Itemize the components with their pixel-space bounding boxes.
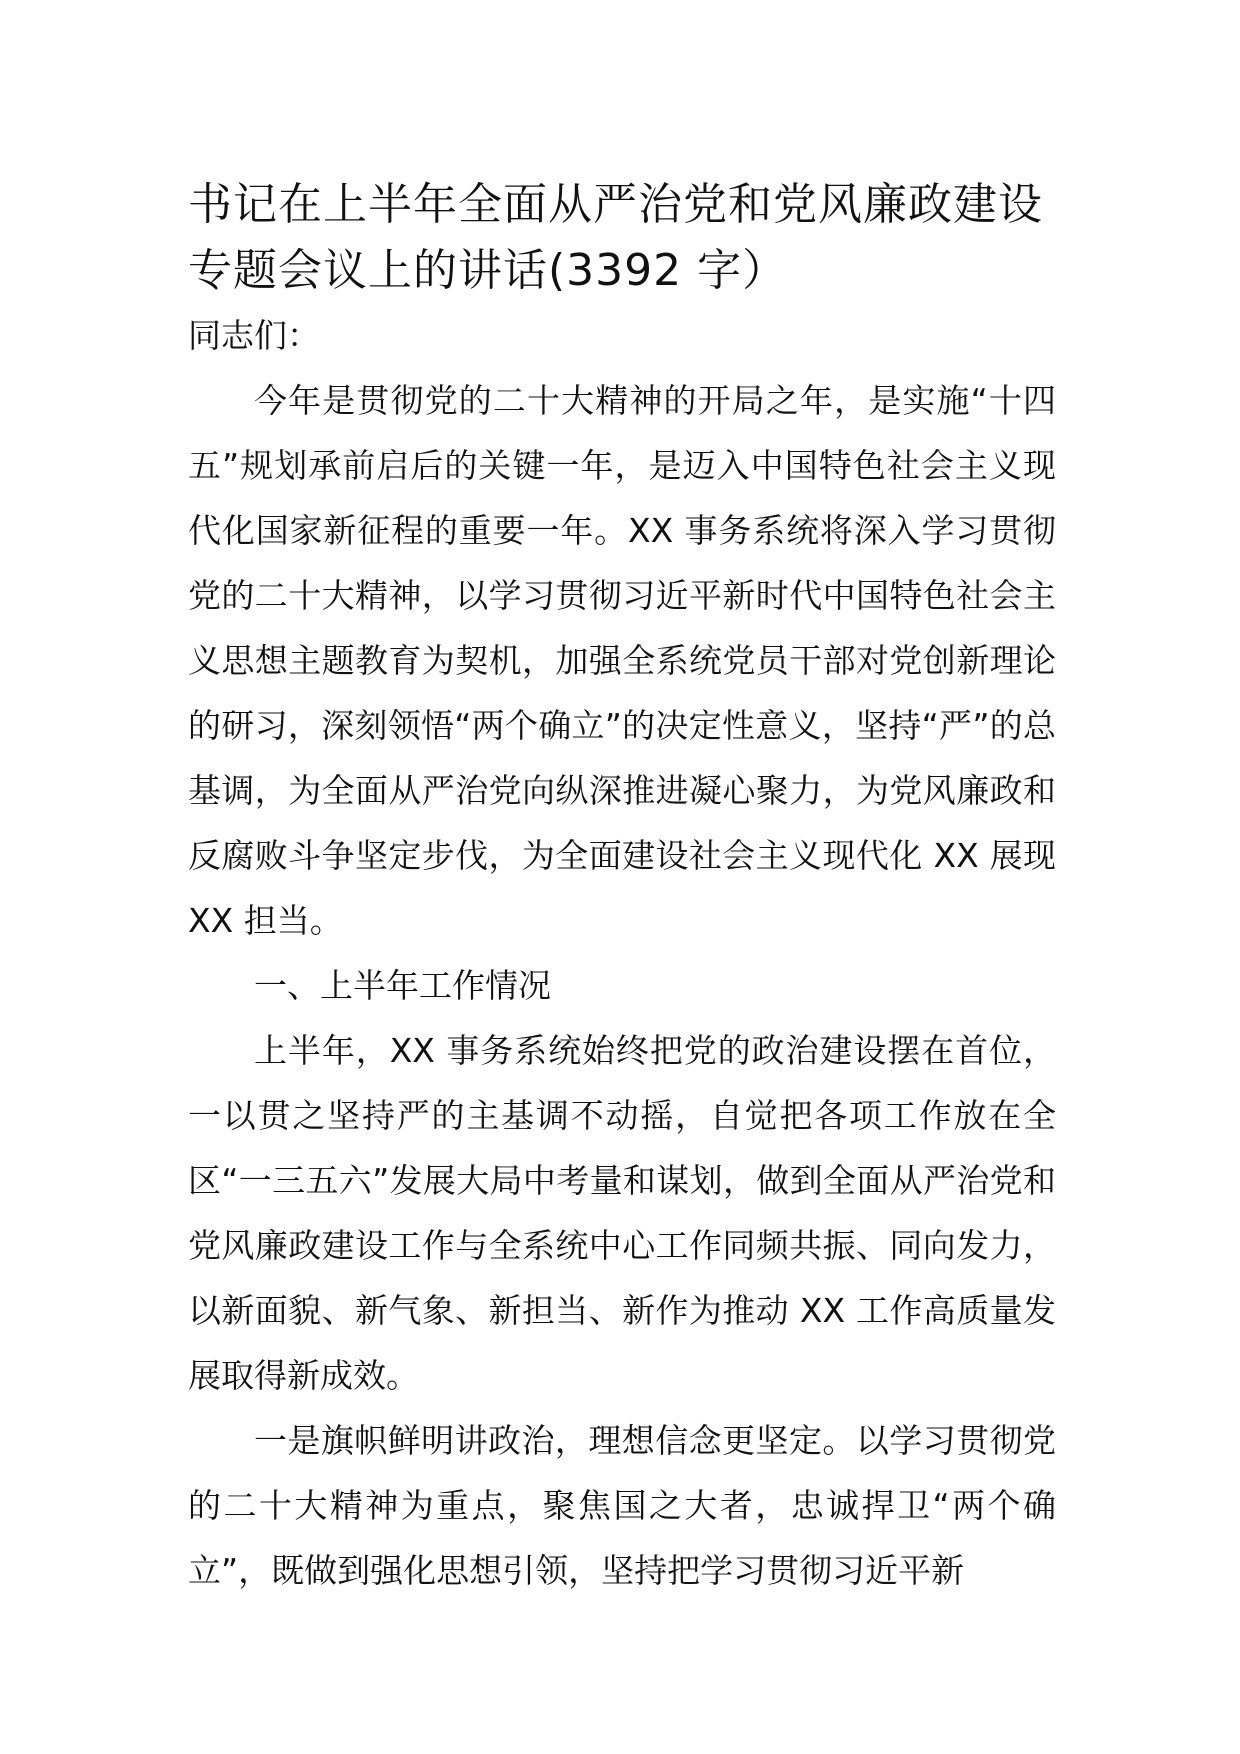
section-paragraph-1: 上半年，XX 事务系统始终把党的政治建设摆在首位，一以贯之坚持严的主基调不动摇，自觉把各项工作放在全区“一三五六”发展大局中考量和谋划，做到全面从严治党和党风廉政建设工作与全系统中心工作同频共振、同向发力，以新面貌、新气象、新担当、新作为推动 XX 工作高质量发展取得新成效。: [188, 1031, 1056, 1395]
section-paragraph-2: 一是旗帜鲜明讲政治，理想信念更坚定。以学习贯彻党的二十大精神为重点，聚焦国之大者，忠诚捍卫“两个确立”，既做到强化思想引领，坚持把学习贯彻习近平新: [188, 1421, 1056, 1590]
section-heading: 一、上半年工作情况: [254, 966, 551, 1005]
intro-paragraph: 今年是贯彻党的二十大精神的开局之年，是实施“十四五”规划承前启后的关键一年，是迈入中国特色社会主义现代化国家新征程的重要一年。XX 事务系统将深入学习贯彻党的二十大精神，以学习贯彻习近平新时代中国特色社会主义思想主题教育为契机，加强全系统党员干部对党创新理论的研习，深刻领悟“两个确立”的决定性意义，坚持“严”的总基调，为全面从严治党向纵深推进凝心聚力，为党风廉政和反腐败斗争坚定步伐，为全面建设社会主义现代化 XX 展现 XX 担当。: [188, 381, 1056, 940]
salutation: 同志们：: [188, 316, 320, 355]
document-page: [188, 172, 1056, 1603]
document-title: 书记在上半年全面从严治党和党风廉政建设专题会议上的讲话(3392 字）: [188, 179, 1043, 296]
